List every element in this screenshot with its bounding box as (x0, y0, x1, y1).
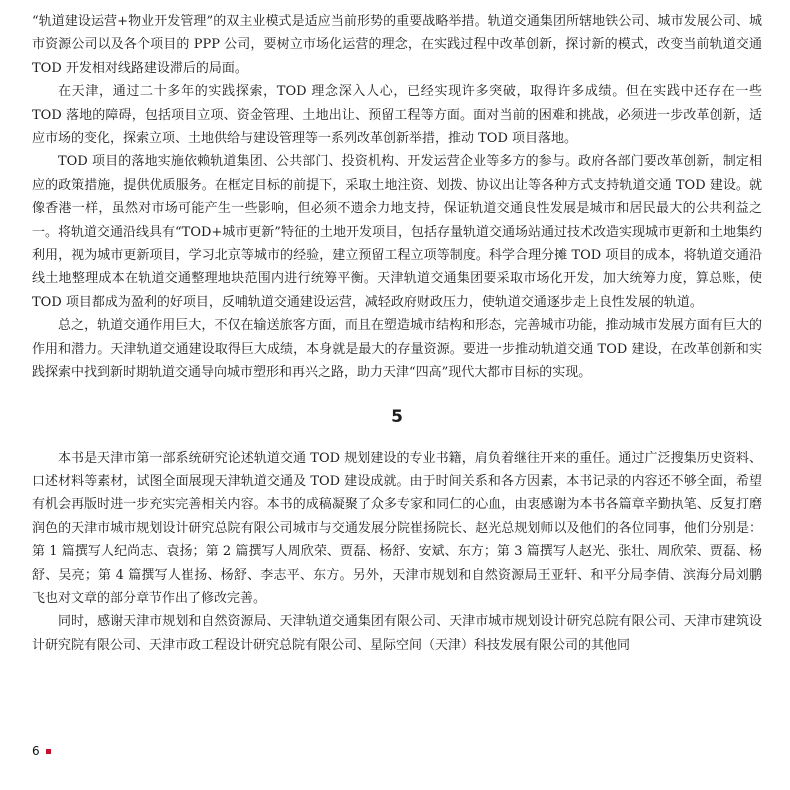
page-footer (32, 744, 51, 758)
page-number: 6 (32, 744, 40, 758)
footer-marker-icon (46, 749, 51, 754)
body-paragraph: 同时，感谢天津市规划和自然资源局、天津轨道交通集团有限公司、天津市城市规划设计研究总院有限公司、天津市建筑设计研究院有限公司、天津市政工程设计研究总院有限公司、星际空间（天津）科技发展有限公司的其他同 (32, 614, 762, 653)
body-paragraph: 本书是天津市第一部系统研究论述轨道交通 TOD 规划建设的专业书籍，肩负着继往开来的重任。通过广泛搜集历史资料、口述材料等素材，试图全面展现天津轨道交通及 TOD 建设成就。由于时间关系和各方因素，本书记录的内容还不够全面，希望有机会再版时进一步充实完善相关内容。本书的成稿凝聚了众多专家和同仁的心血，由衷感谢为本书各篇章辛勤执笔、反复打磨润色的天津市城市规划设计研究总院有限公司城市与交通发展分院崔扬院长、赵光总规划师以及他们的各位同事，他们分别是：第 1 篇撰写人纪尚志、袁扬；第 2 篇撰写人周欣荣、贾磊、杨舒、安斌、东方；第 3 篇撰写人赵光、张壮、周欣荣、贾磊、杨舒、吴亮；第 4 篇撰写人崔扬、杨舒、李志平、东方。另外，天津市规划和自然资源局王亚轩、和平分局李倩、滨海分局刘鹏飞也对文章的部分章节作出了修改完善。 (32, 450, 762, 606)
body-paragraph: “轨道建设运营+物业开发管理”的双主业模式是适应当前形势的重要战略举措。轨道交通集团所辖地铁公司、城市发展公司、城市资源公司以及各个项目的 PPP 公司，要树立市场化运营的理念，在实践过程中改革创新，探讨新的模式，改变当前轨道交通 TOD 开发相对线路建设滞后的局面。 (32, 14, 762, 76)
body-paragraph: 在天津，通过二十多年的实践探索，TOD 理念深入人心，已经实现许多突破，取得许多成绩。但在实践中还存在一些 TOD 落地的障碍，包括项目立项、资金管理、土地出让、预留工程等方面。面对当前的困难和挑战，必须进一步改革创新，适应市场的变化，探索立项、土地供给与建设管理等一系列改革创新举措，推动 TOD 项目落地。 (32, 84, 762, 147)
body-paragraph: TOD 项目的落地实施依赖轨道集团、公共部门、投资机构、开发运营企业等多方的参与。政府各部门要改革创新，制定相应的政策措施，提供优质服务。在框定目标的前提下，采取土地注资、划拨、协议出让等各种方式支持轨道交通 TOD 建设。就像香港一样，虽然对市场可能产生一些影响，但必须不遗余力地支持，保证轨道交通良性发展是城市和居民最大的公共利益之一。将轨道交通沿线具有“TOD+城市更新”特征的土地开发项目，包括存量轨道交通场站通过技术改造实现城市更新和土地集约利用，视为城市更新项目，学习北京等城市的经验，建立预留工程立项等制度。科学合理分摊 TOD 项目的成本，将轨道交通沿线土地整理成本在轨道交通整理地块范围内进行统筹平衡。天津轨道交通集团要采取市场化开发，加大统筹力度，算总账，使 TOD 项目都成为盈利的好项目，反哺轨道交通建设运营，减轻政府财政压力，使轨道交通逐步走上良性发展的轨道。 (32, 154, 762, 310)
document-page (32, 10, 762, 780)
body-paragraph: 总之，轨道交通作用巨大，不仅在输送旅客方面，而且在塑造城市结构和形态，完善城市功能，推动城市发展方面有巨大的作用和潜力。天津轨道交通建设取得巨大成绩，本身就是最大的存量资源。要进一步推动轨道交通 TOD 建设，在改革创新和实践探索中找到新时期轨道交通导向城市塑形和再兴之路，助力天津“四高”现代大都市目标的实现。 (32, 318, 762, 381)
section-number: 5 (391, 406, 403, 427)
